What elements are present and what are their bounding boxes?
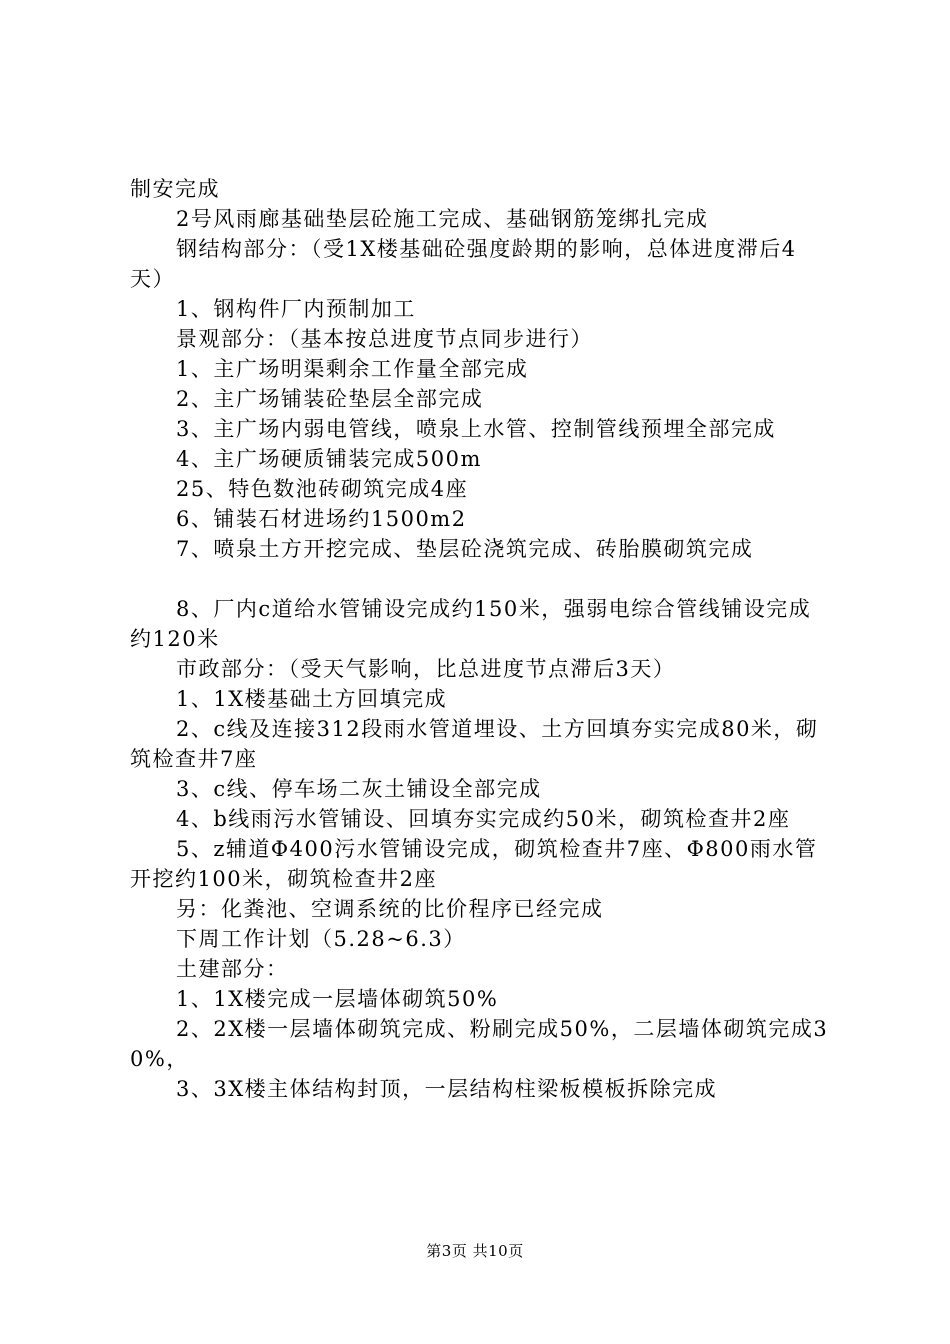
paragraph: 2号风雨廊基础垫层砼施工完成、基础钢筋笼绑扎完成 bbox=[176, 207, 709, 231]
paragraph: 7、喷泉土方开挖完成、垫层砼浇筑完成、砖胎膜砌筑完成 bbox=[176, 537, 754, 561]
document-body bbox=[130, 174, 830, 1104]
paragraph: 4、b线雨污水管铺设、回填夯实完成约50米，砌筑检查井2座 bbox=[176, 807, 791, 831]
paragraph: 另：化粪池、空调系统的比价程序已经完成 bbox=[176, 897, 604, 921]
section-heading-steel: 钢结构部分：（受1X楼基础砼强度龄期的影响，总体进度滞后4天） bbox=[130, 237, 797, 291]
page-number-label: 第3页 共10页 bbox=[426, 1242, 524, 1260]
paragraph: 4、主广场硬质铺装完成500m bbox=[176, 447, 482, 471]
page-footer bbox=[0, 1240, 950, 1261]
paragraph: 5、z辅道Φ400污水管铺设完成，砌筑检查井7座、Φ800雨水管开挖约100米，砌筑检查井2座 bbox=[130, 837, 818, 891]
paragraph: 3、c线、停车场二灰土铺设全部完成 bbox=[176, 777, 542, 801]
paragraph: 1、1X楼完成一层墙体砌筑50% bbox=[176, 987, 499, 1011]
paragraph: 3、主广场内弱电管线，喷泉上水管、控制管线预埋全部完成 bbox=[176, 417, 776, 441]
paragraph: 3、3X楼主体结构封顶，一层结构柱梁板模板拆除完成 bbox=[176, 1077, 718, 1101]
paragraph: 2、c线及连接312段雨水管道埋设、土方回填夯实完成80米，砌筑检查井7座 bbox=[130, 717, 819, 771]
paragraph: 2、2X楼一层墙体砌筑完成、粉刷完成50%，二层墙体砌筑完成30%， bbox=[130, 1017, 829, 1071]
paragraph: 2、主广场铺装砼垫层全部完成 bbox=[176, 387, 484, 411]
section-heading-municipal: 市政部分：（受天气影响，比总进度节点滞后3天） bbox=[176, 657, 676, 681]
section-heading-civil: 土建部分： bbox=[176, 957, 289, 981]
paragraph: 1、钢构件厂内预制加工 bbox=[176, 297, 416, 321]
section-heading-landscape: 景观部分：（基本按总进度节点同步进行） bbox=[176, 327, 593, 351]
paragraph: 25、特色数池砖砌筑完成4座 bbox=[176, 477, 469, 501]
paragraph: 1、1X楼基础土方回填完成 bbox=[176, 687, 448, 711]
paragraph: 6、铺装石材进场约1500m2 bbox=[176, 507, 467, 531]
paragraph: 制安完成 bbox=[130, 177, 220, 201]
section-heading-next-week: 下周工作计划（5.28~6.3） bbox=[176, 927, 466, 951]
paragraph: 8、厂内c道给水管铺设完成约150米，强弱电综合管线铺设完成约120米 bbox=[130, 597, 812, 651]
paragraph: 1、主广场明渠剩余工作量全部完成 bbox=[176, 357, 529, 381]
